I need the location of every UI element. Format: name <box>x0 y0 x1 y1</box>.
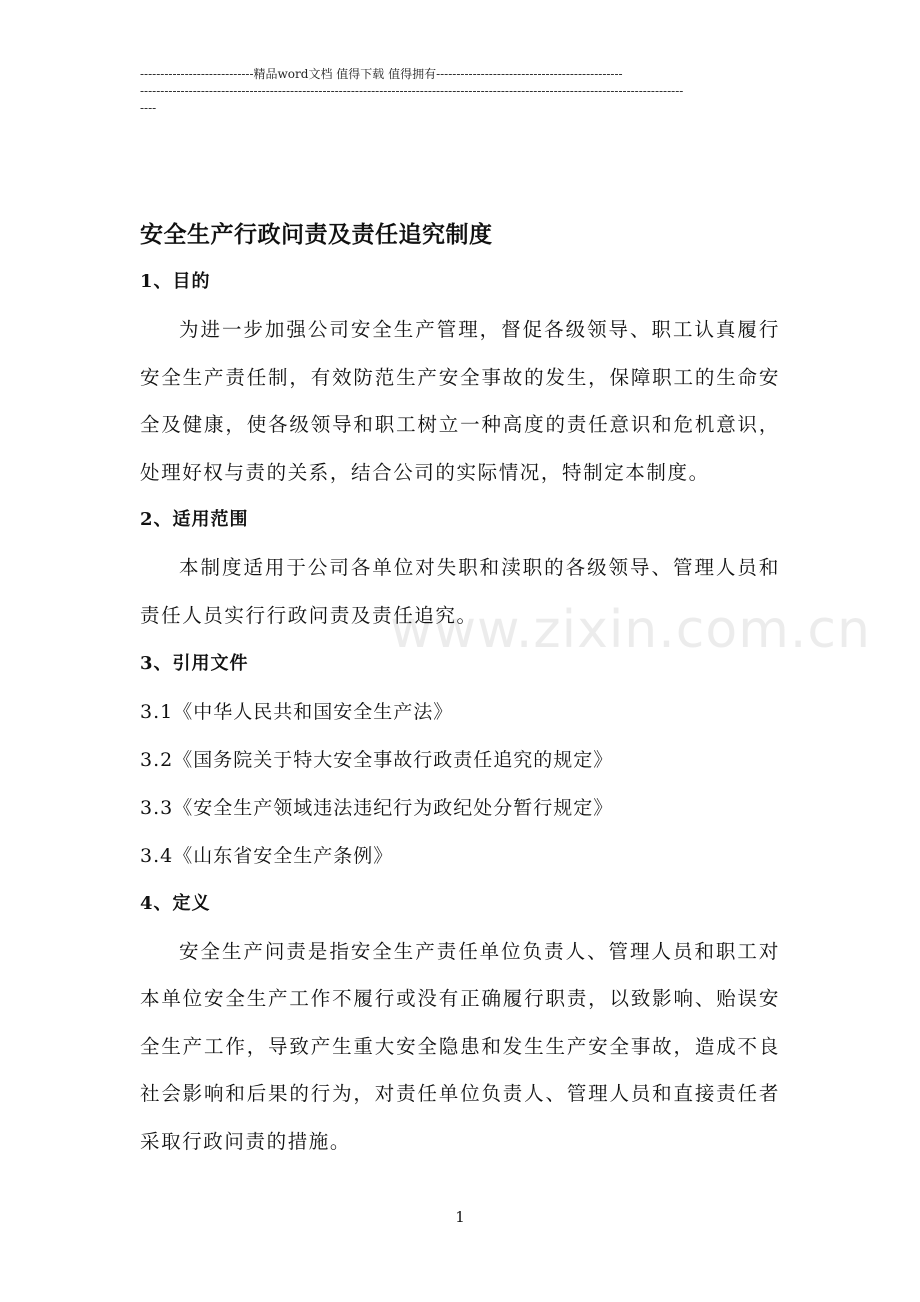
page-header <box>140 66 780 117</box>
header-line: ---- <box>140 101 157 115</box>
section-definition <box>140 880 780 1166</box>
section-heading: 4、定义 <box>140 892 211 914</box>
section-references <box>140 640 780 880</box>
header-line: -------------------------------------------------------------------------------------------------------------------------------------- <box>140 84 684 98</box>
header-line: ----------------------------精品word文档 值得下载 值得拥有---------------------------------------------- <box>140 67 623 81</box>
document-title: 安全生产行政问责及责任追究制度 <box>140 221 493 248</box>
reference-item: 3.4《山东省安全生产条例》 <box>140 844 394 867</box>
section-paragraph: 为进一步加强公司安全生产管理，督促各级领导、职工认真履行安全生产责任制，有效防范生产安全事故的发生，保障职工的生命安全及健康，使各级领导和职工树立一种高度的责任意识和危机意识，处理好权与责的关系，结合公司的实际情况，特制定本制度。 <box>140 318 780 484</box>
section-purpose <box>140 258 780 496</box>
reference-item: 3.1《中华人民共和国安全生产法》 <box>140 700 454 723</box>
section-heading: 2、适用范围 <box>140 509 249 531</box>
reference-item: 3.3《安全生产领域违法违纪行为政纪处分暂行规定》 <box>140 796 614 819</box>
document-body <box>140 212 780 1166</box>
section-paragraph: 本制度适用于公司各单位对失职和渎职的各级领导、管理人员和责任人员实行行政问责及责任追究。 <box>140 556 780 627</box>
section-heading: 1、目的 <box>140 271 211 292</box>
page-number: 1 <box>455 1208 465 1226</box>
watermark: www.zixin.com.cn <box>390 600 871 660</box>
section-heading: 3、引用文件 <box>140 652 249 674</box>
reference-item: 3.2《国务院关于特大安全事故行政责任追究的规定》 <box>140 748 614 771</box>
section-paragraph: 安全生产问责是指安全生产责任单位负责人、管理人员和职工对本单位安全生产工作不履行或没有正确履行职责，以致影响、贻误安全生产工作，导致产生重大安全隐患和发生生产安全事故，造成不良社会影响和后果的行为，对责任单位负责人、管理人员和直接责任者采取行政问责的措施。 <box>140 939 780 1153</box>
section-scope <box>140 496 780 639</box>
